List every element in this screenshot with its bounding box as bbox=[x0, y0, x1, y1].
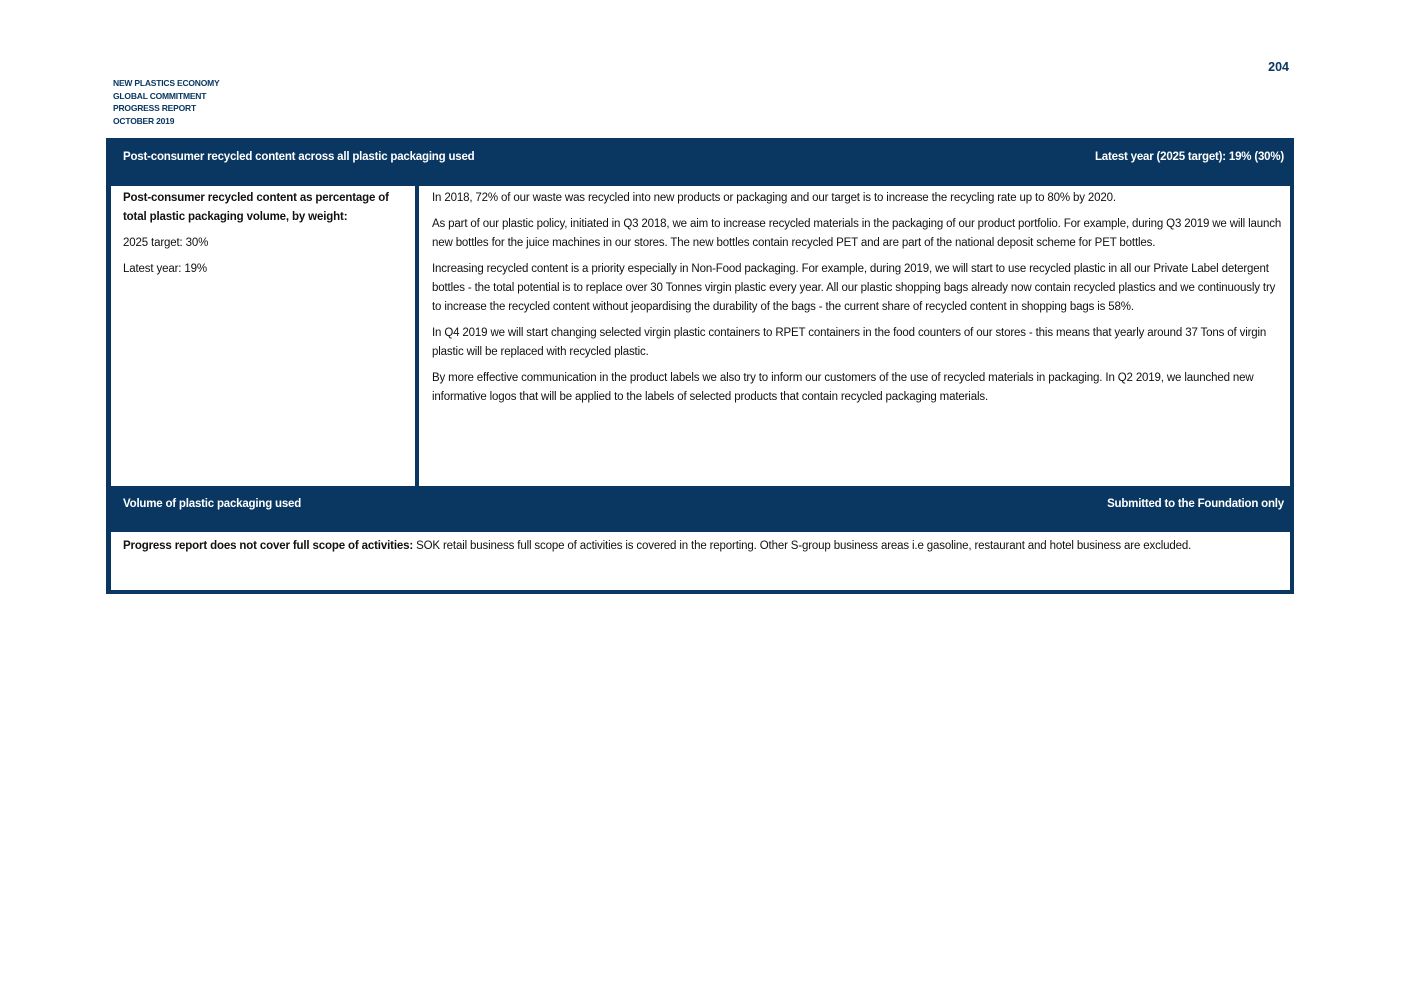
section-title: Volume of plastic packaging used bbox=[123, 498, 302, 510]
description-paragraph: In Q4 2019 we will start changing selected virgin plastic containers to RPET containers in the food counters of our stores - this means that yearly around 37 Tons of virgin plastic will be replaced with recycled plastic. bbox=[432, 327, 1267, 358]
scope-note-label: Progress report does not cover full scope of activities: bbox=[123, 540, 414, 552]
report-panel bbox=[106, 138, 1294, 594]
section-status: Latest year (2025 target): 19% (30%) bbox=[1094, 151, 1284, 163]
metric-description-cell bbox=[419, 186, 1290, 486]
report-header-line: NEW PLASTICS ECONOMY bbox=[113, 78, 220, 88]
description-paragraph: As part of our plastic policy, initiated in Q3 2018, we aim to increase recycled materials in the packaging of our product portfolio. For example, during Q3 2019 we will launch new bottles for the juice machines in our stores. The new bottles contain recycled PET and are part of the national deposit scheme for PET bottles. bbox=[432, 218, 1282, 249]
report-header-line: OCTOBER 2019 bbox=[113, 115, 175, 126]
metric-summary-cell bbox=[111, 186, 415, 486]
scope-note-cell bbox=[111, 532, 1290, 590]
scope-note-text: SOK retail business full scope of activities is covered in the reporting. Other S-group business areas i.e gasoline, restaurant and hotel business are excluded. bbox=[413, 540, 1192, 552]
report-header-line: GLOBAL COMMITMENT bbox=[113, 90, 207, 101]
metric-latest: Latest year: 19% bbox=[123, 263, 207, 275]
section-title: Post-consumer recycled content across all plastic packaging used bbox=[123, 151, 475, 163]
description-paragraph: Increasing recycled content is a priority especially in Non-Food packaging. For example, during 2019, we will start to use recycled plastic in all our Private Label detergent bottles - the total potential is to replace over 30 Tonnes virgin plastic every year. All our plastic shopping bags already now contain recycled plastics and we continuously try to increase the recycled content without jeopardising the durability of the bags - the current share of recycled content in shopping bags is 58%. bbox=[432, 263, 1276, 313]
section-header-recycled-content bbox=[106, 138, 1294, 176]
section-status: Submitted to the Foundation only bbox=[1107, 498, 1284, 510]
section-header-volume bbox=[106, 486, 1294, 522]
report-header-line: PROGRESS REPORT bbox=[113, 103, 196, 113]
report-header bbox=[113, 77, 220, 127]
metric-target: 2025 target: 30% bbox=[123, 237, 209, 249]
page-number: 204 bbox=[1268, 60, 1289, 74]
metric-heading: Post-consumer recycled content as percentage of total plastic packaging volume, by weight: bbox=[123, 192, 389, 223]
description-paragraph: In 2018, 72% of our waste was recycled into new products or packaging and our target is to increase the recycling rate up to 80% by 2020. bbox=[432, 192, 1116, 204]
description-paragraph: By more effective communication in the product labels we also try to inform our customers of the use of recycled materials in packaging. In Q2 2019, we launched new informative logos that will be applied to the labels of selected products that contain recycled packaging materials. bbox=[432, 372, 1254, 403]
